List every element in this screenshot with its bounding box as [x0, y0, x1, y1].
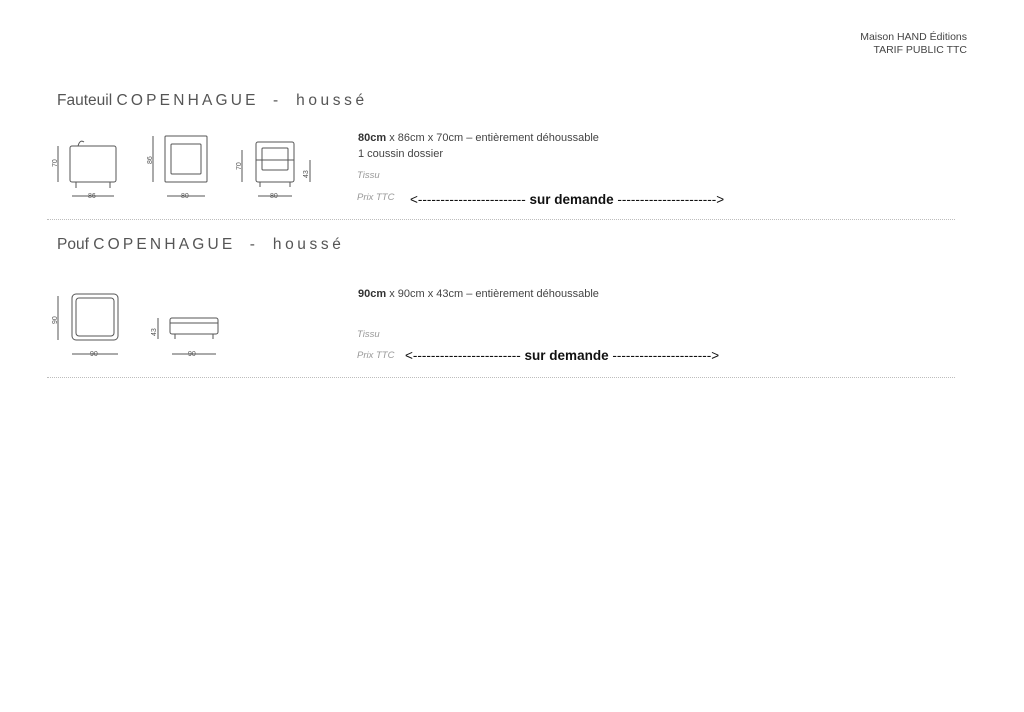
price-arrow-left: <------------------------ — [405, 348, 521, 363]
fabric-label: Tissu — [357, 170, 380, 181]
dim-back-height: 70 — [236, 162, 243, 170]
armchair-technical-drawings — [48, 130, 318, 205]
title-separator: - — [249, 236, 259, 253]
dim-side-height: 43 — [151, 328, 158, 336]
price-arrow-right: ----------------------> — [612, 348, 720, 363]
armchair-side-view — [58, 141, 116, 196]
price-on-request — [405, 348, 719, 363]
dim-top-width: 90 — [90, 351, 98, 358]
document-header — [860, 31, 967, 57]
dim-front-height: 86 — [147, 156, 154, 164]
price-arrow-left: <------------------------ — [410, 192, 526, 207]
section-divider — [47, 219, 955, 220]
cushion-note: 1 coussin dossier — [358, 148, 443, 160]
pouf-technical-drawings — [48, 288, 228, 363]
pouf-side-view — [158, 318, 218, 354]
product-specs-pouf — [358, 286, 599, 302]
product-type: Fauteuil — [57, 92, 113, 109]
section-divider — [47, 377, 955, 378]
armchair-back-view — [242, 142, 310, 196]
product-name: COPENHAGUE — [93, 236, 236, 253]
brand-name: Maison HAND Éditions — [860, 31, 967, 43]
product-suffix: houssé — [296, 92, 368, 109]
dimensions-rest: x 90cm x 43cm – entièrement déhoussable — [386, 288, 599, 300]
dim-side-width: 90 — [188, 351, 196, 358]
product-suffix: houssé — [272, 236, 345, 253]
dim-side-depth: 86 — [88, 193, 96, 200]
product-type: Pouf — [57, 236, 89, 253]
price-value: sur demande — [524, 348, 609, 363]
product-name: COPENHAGUE — [116, 92, 259, 109]
dimensions-rest: x 86cm x 70cm – entièrement déhoussable — [386, 132, 599, 144]
dimensions-line — [358, 286, 599, 302]
dim-seat-height: 43 — [303, 170, 310, 178]
pouf-top-view — [58, 294, 118, 354]
dimensions-bold: 80cm — [358, 132, 387, 144]
product-title-fauteuil — [57, 92, 368, 110]
product-specs-fauteuil — [358, 130, 599, 162]
armchair-front-view — [153, 136, 207, 196]
price-label: Prix TTC — [357, 350, 395, 361]
price-label: Prix TTC — [357, 192, 395, 203]
dimensions-bold: 90cm — [358, 288, 387, 300]
dimensions-line — [358, 130, 599, 146]
dim-top-side: 90 — [52, 316, 59, 324]
product-title-pouf — [57, 236, 344, 254]
price-on-request — [410, 192, 724, 207]
fabric-label: Tissu — [357, 329, 380, 340]
dim-back-width: 80 — [270, 193, 278, 200]
price-arrow-right: ----------------------> — [617, 192, 725, 207]
dim-front-width: 80 — [181, 193, 189, 200]
price-value: sur demande — [529, 192, 614, 207]
dim-side-height: 70 — [52, 159, 59, 167]
price-list-title: TARIF PUBLIC TTC — [873, 44, 967, 56]
title-separator: - — [273, 92, 282, 109]
